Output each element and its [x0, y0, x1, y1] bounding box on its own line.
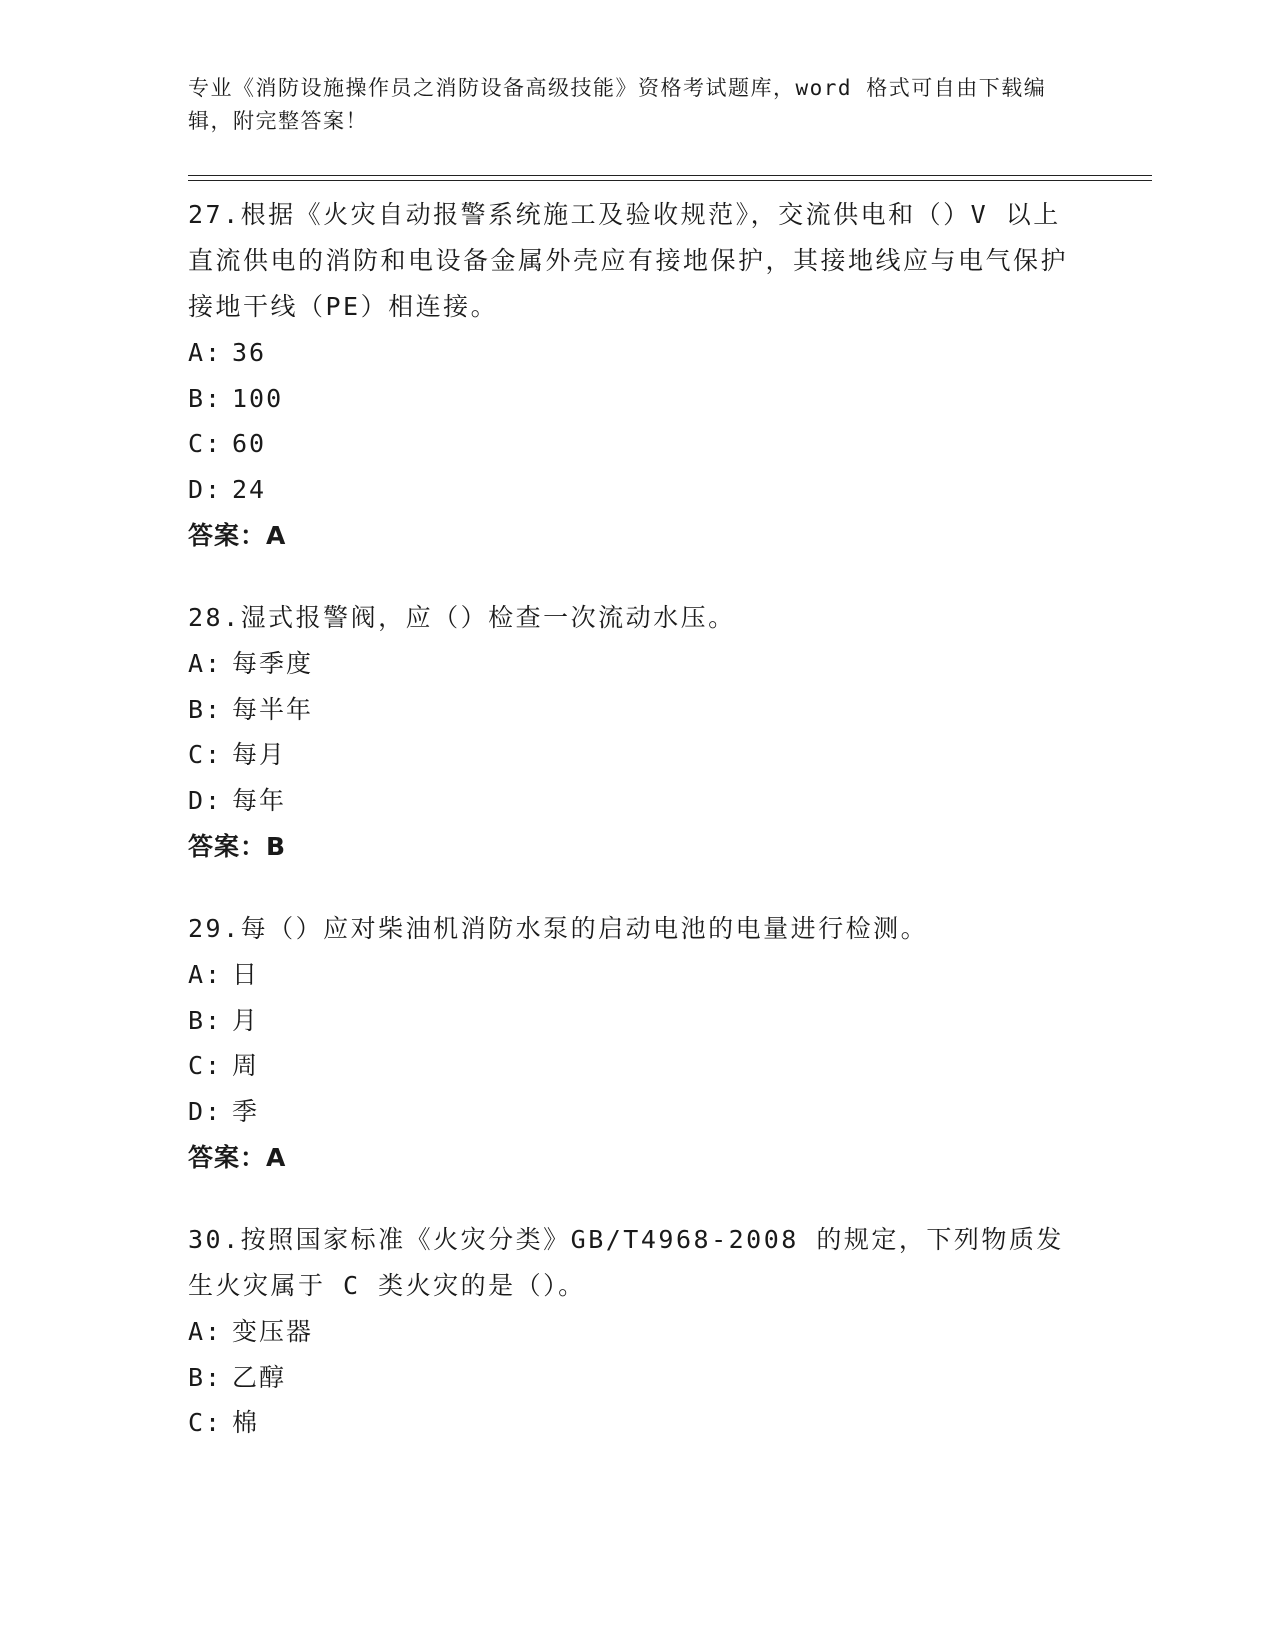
option-text: 每半年: [232, 694, 314, 724]
option-letter: C:: [188, 740, 223, 769]
option-c: [188, 732, 1068, 778]
option-letter: D:: [188, 785, 223, 815]
document-header: 专业《消防设施操作员之消防设备高级技能》资格考试题库，word 格式可自由下载编辑，附完整答案！: [188, 76, 1047, 133]
option-d: [188, 1089, 1068, 1135]
option-letter: C:: [188, 1051, 223, 1080]
option-letter: A:: [188, 338, 223, 367]
option-a: [188, 641, 1068, 687]
option-text: 每年: [232, 785, 287, 815]
option-letter: A:: [188, 1317, 223, 1346]
question-29: [188, 906, 1068, 1181]
option-text: 乙醇: [232, 1362, 287, 1392]
option-text: 36: [232, 338, 267, 367]
option-text: 100: [232, 383, 284, 413]
option-text: 60: [232, 429, 267, 458]
option-text: 周: [232, 1051, 260, 1080]
answer-line: 答案：A: [188, 521, 287, 550]
option-a: [188, 1309, 1068, 1355]
answer-line: 答案：B: [188, 832, 287, 861]
option-letter: A:: [188, 960, 223, 989]
option-letter: B:: [188, 1005, 223, 1035]
option-letter: C:: [188, 1408, 223, 1437]
option-text: 每月: [232, 740, 287, 769]
question-stem: 30.按照国家标准《火灾分类》GB/T4968-2008 的规定，下列物质发生火灾属于 C 类火灾的是（）。: [188, 1225, 1064, 1300]
option-text: 季: [232, 1096, 260, 1126]
option-a: [188, 952, 1068, 998]
question-27: [188, 192, 1068, 559]
option-c: [188, 1043, 1068, 1089]
option-letter: A:: [188, 649, 223, 678]
header-divider-top: [188, 175, 1152, 176]
option-text: 变压器: [232, 1317, 314, 1346]
option-b: [188, 1355, 1068, 1401]
question-28: [188, 595, 1068, 870]
option-letter: C:: [188, 429, 223, 458]
header-divider-bottom: [188, 180, 1152, 181]
option-text: 棉: [232, 1408, 260, 1437]
option-text: 日: [232, 960, 260, 989]
option-b: [188, 376, 1068, 422]
option-b: [188, 998, 1068, 1044]
question-stem: 29.每（）应对柴油机消防水泵的启动电池的电量进行检测。: [188, 914, 929, 943]
option-text: 每季度: [232, 649, 314, 678]
option-letter: B:: [188, 1362, 223, 1392]
option-c: [188, 421, 1068, 467]
option-d: [188, 778, 1068, 824]
option-a: [188, 330, 1068, 376]
option-c: [188, 1400, 1068, 1446]
option-d: [188, 467, 1068, 513]
option-text: 24: [232, 474, 267, 504]
option-letter: B:: [188, 694, 223, 724]
answer-line: 答案：A: [188, 1143, 287, 1172]
option-b: [188, 687, 1068, 733]
option-text: 月: [232, 1005, 260, 1035]
question-list: [188, 192, 1068, 1482]
question-stem: 27.根据《火灾自动报警系统施工及验收规范》，交流供电和（）V 以上直流供电的消防和电设备金属外壳应有接地保护，其接地线应与电气保护接地干线（PE）相连接。: [188, 200, 1069, 321]
option-letter: B:: [188, 383, 223, 413]
question-stem: 28.湿式报警阀，应（）检查一次流动水压。: [188, 603, 736, 632]
option-letter: D:: [188, 474, 223, 504]
option-letter: D:: [188, 1096, 223, 1126]
question-30: [188, 1217, 1068, 1446]
